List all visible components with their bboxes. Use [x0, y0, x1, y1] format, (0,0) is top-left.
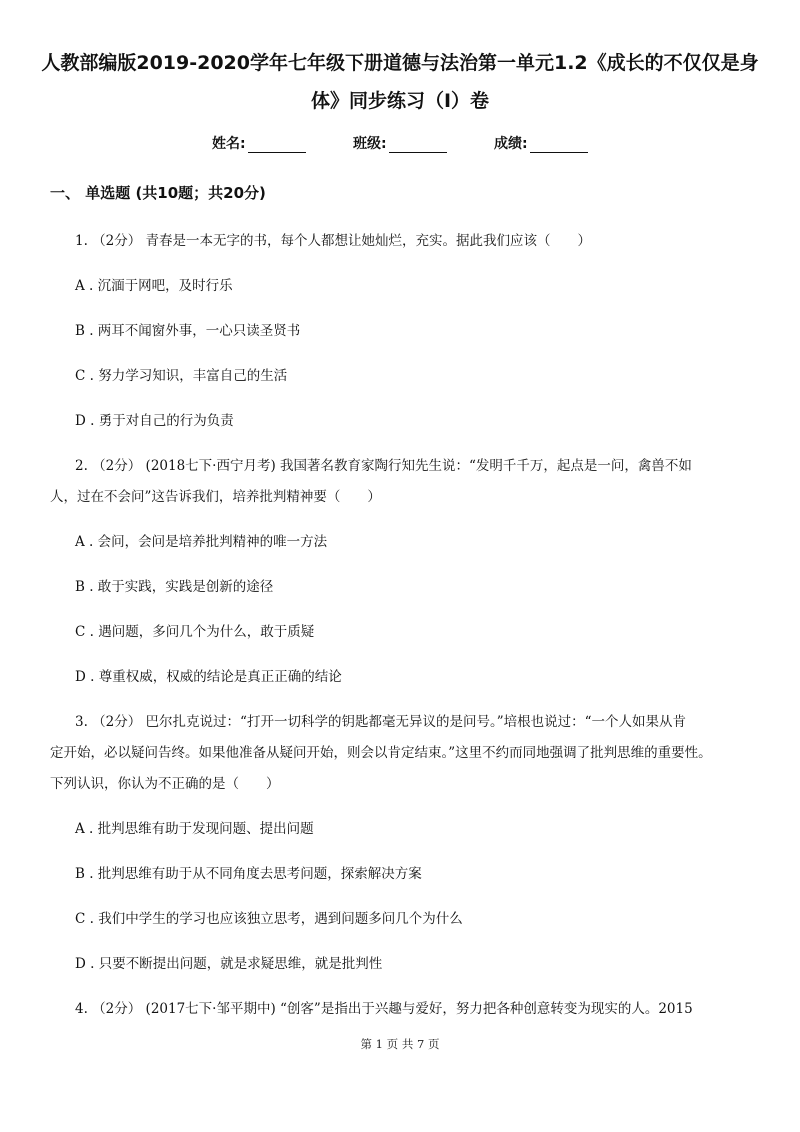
score-label: 成绩: — [494, 136, 528, 152]
question-1-option-b: B . 两耳不闻窗外事，一心只读圣贤书 — [75, 323, 301, 339]
question-2-option-b: B . 敢于实践，实践是创新的途径 — [75, 579, 274, 595]
question-2-text-line-1: 2. （2分） (2018七下·西宁月考) 我国著名教育家陶行知先生说：“发明千千万，起点是一问，禽兽不如 — [75, 458, 692, 474]
question-3-text-line-3: 下列认识，你认为不正确的是（ ） — [50, 776, 280, 792]
class-blank — [389, 138, 447, 153]
question-3-option-d: D . 只要不断提出问题，就是求疑思维，就是批判性 — [75, 956, 383, 972]
document-title — [40, 44, 760, 120]
title-line-1: 人教部编版2019-2020学年七年级下册道德与法治第一单元1.2《成长的不仅仅是身 — [41, 52, 759, 74]
question-3-option-a: A . 批判思维有助于发现问题、提出问题 — [75, 821, 314, 837]
name-label: 姓名: — [212, 136, 246, 152]
question-3-text-line-1: 3. （2分） 巴尔扎克说过：“打开一切科学的钥匙都毫无异议的是问号。”培根也说过：“一个人如果从肯 — [75, 714, 687, 730]
name-blank — [248, 138, 306, 153]
question-1-text: 1. （2分） 青春是一本无字的书，每个人都想让她灿烂，充实。据此我们应该（ ） — [75, 233, 592, 249]
question-4-text-line-1: 4. （2分） (2017七下·邹平期中) “创客”是指出于兴趣与爱好，努力把各种创意转变为现实的人。2015 — [75, 1001, 693, 1017]
question-1-option-c: C . 努力学习知识，丰富自己的生活 — [75, 368, 288, 384]
question-3-option-b: B . 批判思维有助于从不同角度去思考问题，探索解决方案 — [75, 866, 422, 882]
question-3-option-c: C . 我们中学生的学习也应该独立思考，遇到问题多问几个为什么 — [75, 911, 463, 927]
score-blank — [530, 138, 588, 153]
question-1-option-d: D . 勇于对自己的行为负责 — [75, 413, 234, 429]
question-2-option-d: D . 尊重权威，权威的结论是真正正确的结论 — [75, 669, 342, 685]
question-2-text-line-2: 人，过在不会问”这告诉我们，培养批判精神要（ ） — [50, 489, 381, 505]
question-2-option-a: A . 会问，会问是培养批判精神的唯一方法 — [75, 534, 328, 550]
class-label: 班级: — [353, 136, 387, 152]
question-3-text-line-2: 定开始，必以疑问告终。如果他准备从疑问开始，则会以肯定结束。”这里不约而同地强调了批判思维的重要性。 — [50, 745, 712, 761]
student-info-row — [0, 133, 800, 155]
page-number: 第 1 页 共 7 页 — [360, 1037, 440, 1051]
question-2-option-c: C . 遇问题，多问几个为什么，敢于质疑 — [75, 624, 315, 640]
score-field — [494, 133, 588, 153]
name-field — [212, 133, 306, 153]
section-title: 一、 单选题 (共10题；共20分) — [50, 184, 266, 202]
title-line-2: 体》同步练习（I）卷 — [310, 90, 490, 112]
question-1-option-a: A . 沉湎于网吧，及时行乐 — [75, 278, 233, 294]
class-field — [353, 133, 447, 153]
